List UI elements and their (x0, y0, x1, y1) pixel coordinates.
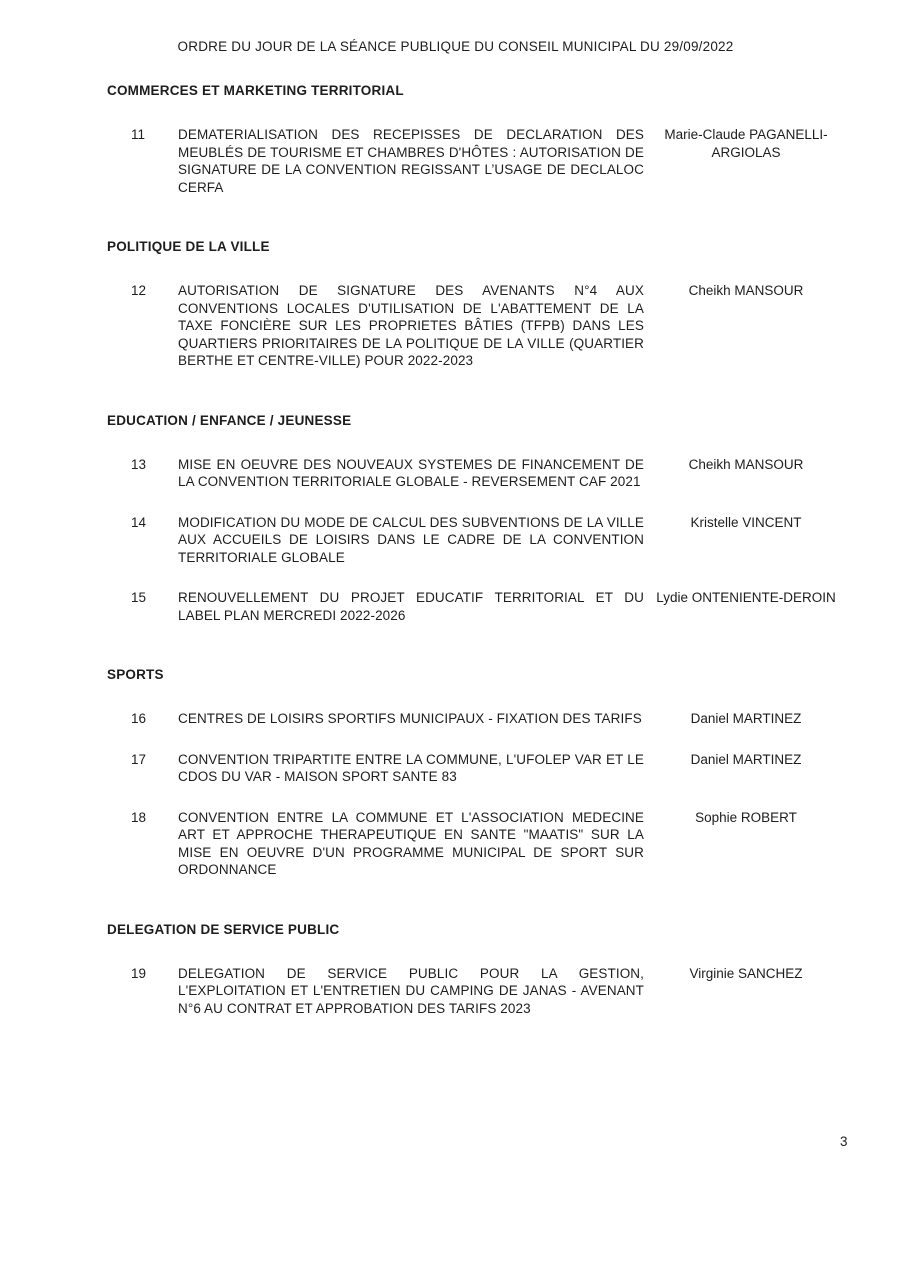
item-rapporteur: Sophie ROBERT (695, 809, 797, 825)
agenda-item (0, 589, 911, 624)
section-heading: SPORTS (107, 667, 164, 682)
agenda-item (0, 514, 911, 567)
agenda-section (0, 666, 911, 879)
item-title: RENOUVELLEMENT DU PROJET EDUCATIF TERRITORIAL ET DU LABEL PLAN MERCREDI 2022-2026 (178, 590, 644, 623)
item-number: 14 (131, 514, 147, 530)
item-title: AUTORISATION DE SIGNATURE DES AVENANTS N°4 AUX CONVENTIONS LOCALES D'UTILISATION DE L'ABATTEMENT DE LA TAXE FONCIÈRE SUR LES PROPRIETES BÂTIES (TFPB) DANS LES QUARTIERS PRIORITAIRES DE LA POLITIQUE DE LA VILLE (QUARTIER BERTHE ET CENTRE-VILLE) POUR 2022-2023 (178, 283, 644, 368)
section-items (0, 965, 911, 1018)
item-title: DEMATERIALISATION DES RECEPISSES DE DECLARATION DES MEUBLÉS DE TOURISME ET CHAMBRES D'HÔTES : AUTORISATION DE SIGNATURE DE LA CONVENTION REGISSANT L’USAGE DE DECLALOC CERFA (178, 127, 644, 195)
item-rapporteur: Cheikh MANSOUR (688, 283, 804, 298)
section-items (0, 282, 911, 370)
section-heading: EDUCATION / ENFANCE / JEUNESSE (107, 412, 352, 428)
item-rapporteur: Daniel MARTINEZ (690, 751, 802, 767)
agenda-section (0, 412, 911, 625)
sections-container (0, 82, 911, 1017)
section-items (0, 126, 911, 196)
item-title: CONVENTION TRIPARTITE ENTRE LA COMMUNE, L'UFOLEP VAR ET LE CDOS DU VAR - MAISON SPORT SANTE 83 (178, 751, 644, 784)
item-number: 15 (131, 590, 147, 605)
item-rapporteur: Daniel MARTINEZ (690, 711, 802, 726)
item-rapporteur: Lydie ONTENIENTE-DEROIN (656, 590, 836, 605)
item-title: DELEGATION DE SERVICE PUBLIC POUR LA GESTION, L'EXPLOITATION ET L'ENTRETIEN DU CAMPING DE JANAS - AVENANT N°6 AU CONTRAT ET APPROBATION DES TARIFS 2023 (178, 965, 644, 1016)
agenda-section (0, 238, 911, 370)
page-number: 3 (840, 1134, 848, 1149)
agenda-section (0, 921, 911, 1018)
agenda-item (0, 282, 911, 370)
item-number: 17 (131, 751, 147, 767)
item-number: 19 (131, 965, 147, 981)
item-rapporteur: Virginie SANCHEZ (689, 965, 803, 981)
item-title: CONVENTION ENTRE LA COMMUNE ET L'ASSOCIATION MEDECINE ART ET APPROCHE THERAPEUTIQUE EN SANTE "MAATIS" SUR LA MISE EN OEUVRE D'UN PROGRAMME MUNICIPAL DE SPORT SUR ORDONNANCE (178, 809, 644, 877)
item-number: 18 (131, 809, 147, 825)
item-number: 13 (131, 456, 147, 472)
agenda-item (0, 965, 911, 1018)
agenda-item (0, 710, 911, 728)
item-rapporteur: Marie-Claude PAGANELLI-ARGIOLAS (664, 127, 828, 160)
item-number: 12 (131, 283, 147, 298)
section-heading: POLITIQUE DE LA VILLE (107, 239, 270, 254)
item-number: 11 (131, 127, 146, 142)
item-title: MODIFICATION DU MODE DE CALCUL DES SUBVENTIONS DE LA VILLE AUX ACCUEILS DE LOISIRS DANS LE CADRE DE LA CONVENTION TERRITORIALE GLOBALE (178, 514, 644, 565)
document-title: ORDRE DU JOUR DE LA SÉANCE PUBLIQUE DU CONSEIL MUNICIPAL DU 29/09/2022 (177, 39, 734, 54)
section-items (0, 456, 911, 625)
item-title: CENTRES DE LOISIRS SPORTIFS MUNICIPAUX - FIXATION DES TARIFS (178, 711, 642, 726)
item-rapporteur: Kristelle VINCENT (690, 514, 802, 530)
item-rapporteur: Cheikh MANSOUR (688, 456, 804, 472)
agenda-item (0, 456, 911, 491)
section-items (0, 710, 911, 879)
section-heading: COMMERCES ET MARKETING TERRITORIAL (107, 83, 404, 98)
agenda-section (0, 82, 911, 196)
section-heading: DELEGATION DE SERVICE PUBLIC (107, 921, 340, 937)
item-title: MISE EN OEUVRE DES NOUVEAUX SYSTEMES DE FINANCEMENT DE LA CONVENTION TERRITORIALE GLOBALE - REVERSEMENT CAF 2021 (178, 456, 644, 489)
agenda-item (0, 126, 911, 196)
agenda-item (0, 809, 911, 879)
agenda-item (0, 751, 911, 786)
item-number: 16 (131, 711, 147, 726)
